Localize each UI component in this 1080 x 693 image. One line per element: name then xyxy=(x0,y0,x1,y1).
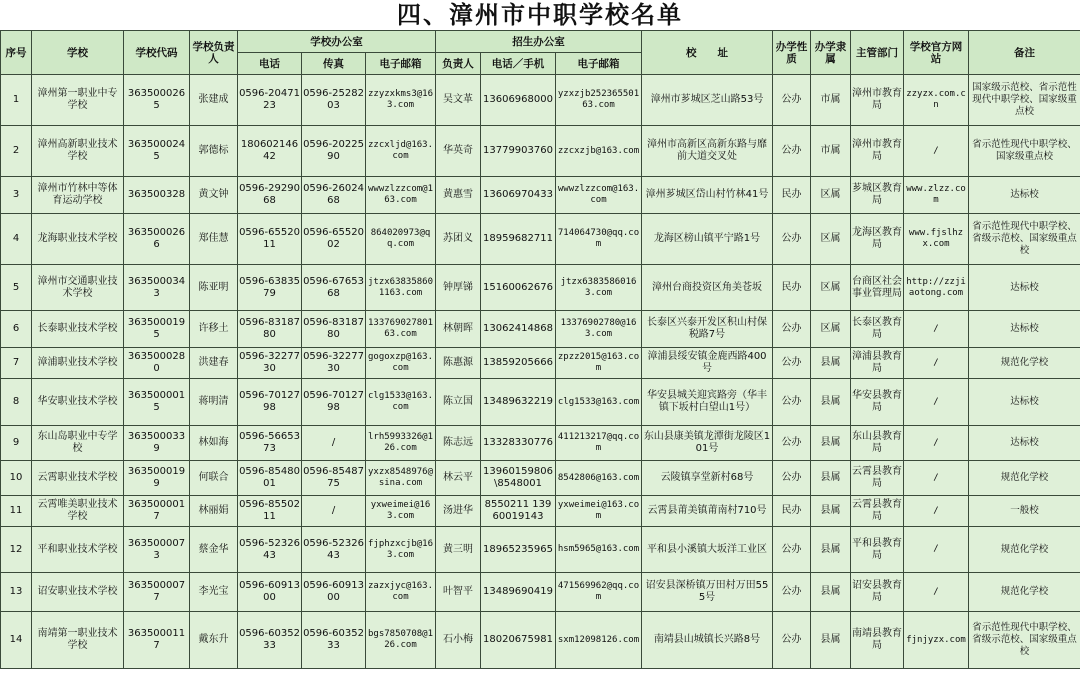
header-code: 学校代码 xyxy=(124,31,190,75)
seq-cell: 9 xyxy=(1,426,32,461)
admission-person-cell: 林朝晖 xyxy=(436,311,481,348)
affiliation-cell: 县属 xyxy=(811,573,851,612)
nature-cell: 公办 xyxy=(773,348,811,379)
website-cell: / xyxy=(904,311,969,348)
table-row xyxy=(1,311,1080,348)
remarks-cell: 一般校 xyxy=(969,496,1080,527)
school-code-cell: 3635000017 xyxy=(124,496,190,527)
office-phone-cell: 18060214642 xyxy=(238,126,302,177)
nature-cell: 民办 xyxy=(773,496,811,527)
office-email-cell: jtzx638358601163.com xyxy=(366,265,436,311)
school-name-cell: 东山岛职业中专学校 xyxy=(32,426,124,461)
remarks-cell: 规范化学校 xyxy=(969,348,1080,379)
nature-cell: 民办 xyxy=(773,177,811,214)
header-website: 学校官方网站 xyxy=(904,31,969,75)
website-cell: / xyxy=(904,348,969,379)
address-cell: 漳州市高新区高新东路与靡前大道交叉处 xyxy=(642,126,773,177)
office-fax-cell: 0596-7012798 xyxy=(302,379,366,426)
remarks-cell: 规范化学校 xyxy=(969,527,1080,573)
principal-cell: 张建成 xyxy=(190,75,238,126)
website-cell: / xyxy=(904,461,969,496)
admission-phone-cell: 13606970433 xyxy=(481,177,556,214)
website-cell: http://zzjiaotong.com xyxy=(904,265,969,311)
school-code-cell: 3635000195 xyxy=(124,311,190,348)
admission-phone-cell: 13328330776 xyxy=(481,426,556,461)
school-name-cell: 漳州第一职业中专学校 xyxy=(32,75,124,126)
admission-email-cell: hsm5965@163.com xyxy=(556,527,642,573)
header-seq: 序号 xyxy=(1,31,32,75)
school-code-cell: 3635000265 xyxy=(124,75,190,126)
school-code-cell: 3635000073 xyxy=(124,527,190,573)
authority-cell: 漳州市教育局 xyxy=(851,75,904,126)
office-fax-cell: 0596-6765368 xyxy=(302,265,366,311)
school-code-cell: 3635000339 xyxy=(124,426,190,461)
header-school: 学校 xyxy=(32,31,124,75)
affiliation-cell: 县属 xyxy=(811,461,851,496)
school-code-cell: 3635000077 xyxy=(124,573,190,612)
office-phone-cell: 0596-6552011 xyxy=(238,214,302,265)
admission-person-cell: 陈志远 xyxy=(436,426,481,461)
header-office-email: 电子邮箱 xyxy=(366,53,436,75)
address-cell: 东山县康美镇龙潭街龙陵区101号 xyxy=(642,426,773,461)
affiliation-cell: 县属 xyxy=(811,348,851,379)
office-email-cell: clg1533@163.com xyxy=(366,379,436,426)
seq-cell: 6 xyxy=(1,311,32,348)
header-adm-phone: 电话／手机 xyxy=(481,53,556,75)
admission-email-cell: jtzx63835860163.com xyxy=(556,265,642,311)
table-row xyxy=(1,126,1080,177)
school-name-cell: 漳浦职业技术学校 xyxy=(32,348,124,379)
table-row xyxy=(1,496,1080,527)
affiliation-cell: 市属 xyxy=(811,75,851,126)
office-fax-cell: 0596-3227730 xyxy=(302,348,366,379)
school-code-cell: 3635000117 xyxy=(124,612,190,669)
header-admission: 招生办公室 xyxy=(436,31,642,53)
office-phone-cell: 0596-6035233 xyxy=(238,612,302,669)
table-row xyxy=(1,379,1080,426)
nature-cell: 公办 xyxy=(773,612,811,669)
office-email-cell: zzyzxkms3@163.com xyxy=(366,75,436,126)
admission-phone-cell: 15160062676 xyxy=(481,265,556,311)
authority-cell: 漳浦县教育局 xyxy=(851,348,904,379)
school-name-cell: 云霄唯美职业技术学校 xyxy=(32,496,124,527)
school-code-cell: 363500328 xyxy=(124,177,190,214)
authority-cell: 南靖县教育局 xyxy=(851,612,904,669)
website-cell: www.fjslhzx.com xyxy=(904,214,969,265)
table-row xyxy=(1,573,1080,612)
principal-cell: 郭德标 xyxy=(190,126,238,177)
address-cell: 漳州台商投资区角美苍坂 xyxy=(642,265,773,311)
affiliation-cell: 县属 xyxy=(811,496,851,527)
nature-cell: 公办 xyxy=(773,214,811,265)
affiliation-cell: 区属 xyxy=(811,265,851,311)
admission-phone-cell: 13779903760 xyxy=(481,126,556,177)
principal-cell: 郑佳慧 xyxy=(190,214,238,265)
office-phone-cell: 0596-7012798 xyxy=(238,379,302,426)
nature-cell: 公办 xyxy=(773,573,811,612)
seq-cell: 1 xyxy=(1,75,32,126)
admission-email-cell: wwwzlzzcom@163.com xyxy=(556,177,642,214)
remarks-cell: 省示范性现代中职学校、国家级重点校 xyxy=(969,126,1080,177)
office-phone-cell: 0596-8550211 xyxy=(238,496,302,527)
admission-person-cell: 苏团义 xyxy=(436,214,481,265)
office-fax-cell: 0596-6552002 xyxy=(302,214,366,265)
admission-email-cell: 13376902780@163.com xyxy=(556,311,642,348)
address-cell: 平和县小溪镇大坂洋工业区 xyxy=(642,527,773,573)
office-email-cell: zazxjyc@163.com xyxy=(366,573,436,612)
seq-cell: 8 xyxy=(1,379,32,426)
admission-phone-cell: 13062414868 xyxy=(481,311,556,348)
table-body xyxy=(1,75,1080,669)
admission-person-cell: 黄三明 xyxy=(436,527,481,573)
admission-phone-cell: 13960159806\8548001 xyxy=(481,461,556,496)
address-cell: 云陵镇享堂新村68号 xyxy=(642,461,773,496)
website-cell: / xyxy=(904,573,969,612)
remarks-cell: 国家级示范校、省示范性现代中职学校、国家级重点校 xyxy=(969,75,1080,126)
seq-cell: 11 xyxy=(1,496,32,527)
principal-cell: 洪建春 xyxy=(190,348,238,379)
admission-email-cell: zzcxzjb@163.com xyxy=(556,126,642,177)
table-row xyxy=(1,75,1080,126)
school-code-cell: 3635000199 xyxy=(124,461,190,496)
affiliation-cell: 区属 xyxy=(811,311,851,348)
admission-email-cell: 8542806@163.com xyxy=(556,461,642,496)
nature-cell: 公办 xyxy=(773,126,811,177)
header-adm-email: 电子邮箱 xyxy=(556,53,642,75)
website-cell: / xyxy=(904,527,969,573)
office-email-cell: lrh5993326@126.com xyxy=(366,426,436,461)
principal-cell: 何联合 xyxy=(190,461,238,496)
header-office-phone: 电话 xyxy=(238,53,302,75)
table-row xyxy=(1,177,1080,214)
remarks-cell: 达标校 xyxy=(969,265,1080,311)
nature-cell: 公办 xyxy=(773,75,811,126)
seq-cell: 4 xyxy=(1,214,32,265)
office-phone-cell: 0596-2047123 xyxy=(238,75,302,126)
seq-cell: 5 xyxy=(1,265,32,311)
office-phone-cell: 0596-5232643 xyxy=(238,527,302,573)
office-fax-cell: 0596-6091300 xyxy=(302,573,366,612)
website-cell: / xyxy=(904,496,969,527)
admission-person-cell: 吴文革 xyxy=(436,75,481,126)
office-fax-cell: 0596-8318780 xyxy=(302,311,366,348)
office-email-cell: zzcxljd@163.com xyxy=(366,126,436,177)
header-nature: 办学性质 xyxy=(773,31,811,75)
table-row xyxy=(1,426,1080,461)
school-name-cell: 云霄职业技术学校 xyxy=(32,461,124,496)
office-fax-cell: / xyxy=(302,496,366,527)
admission-email-cell: zpzz2015@163.com xyxy=(556,348,642,379)
admission-email-cell: 411213217@qq.com xyxy=(556,426,642,461)
page-title: 四、漳州市中职学校名单 xyxy=(0,0,1080,30)
office-fax-cell: 0596-8548775 xyxy=(302,461,366,496)
office-email-cell: 13376902780163.com xyxy=(366,311,436,348)
school-name-cell: 漳州高新职业技术学校 xyxy=(32,126,124,177)
authority-cell: 云霄县教育局 xyxy=(851,461,904,496)
seq-cell: 10 xyxy=(1,461,32,496)
admission-phone-cell: 8550211 13960019143 xyxy=(481,496,556,527)
remarks-cell: 达标校 xyxy=(969,177,1080,214)
school-name-cell: 漳州市交通职业技术学校 xyxy=(32,265,124,311)
school-name-cell: 南靖第一职业技术学校 xyxy=(32,612,124,669)
admission-person-cell: 钟厚锑 xyxy=(436,265,481,311)
remarks-cell: 规范化学校 xyxy=(969,461,1080,496)
office-fax-cell: 0596-2528203 xyxy=(302,75,366,126)
address-cell: 漳浦县绥安镇金鹿西路400号 xyxy=(642,348,773,379)
office-phone-cell: 0596-6091300 xyxy=(238,573,302,612)
address-cell: 长泰区兴泰开发区积山村保税路7号 xyxy=(642,311,773,348)
admission-person-cell: 陈惠源 xyxy=(436,348,481,379)
office-email-cell: yxweimei@163.com xyxy=(366,496,436,527)
admission-phone-cell: 18965235965 xyxy=(481,527,556,573)
school-table xyxy=(0,30,1080,669)
admission-phone-cell: 13489632219 xyxy=(481,379,556,426)
remarks-cell: 达标校 xyxy=(969,426,1080,461)
website-cell: zzyzx.com.cn xyxy=(904,75,969,126)
table-row xyxy=(1,461,1080,496)
office-email-cell: gogoxzp@163.com xyxy=(366,348,436,379)
principal-cell: 林丽娟 xyxy=(190,496,238,527)
address-cell: 龙海区榜山镇平宁路1号 xyxy=(642,214,773,265)
office-phone-cell: 0596-8318780 xyxy=(238,311,302,348)
principal-cell: 蒋明清 xyxy=(190,379,238,426)
address-cell: 漳州芗城区岱山村竹林41号 xyxy=(642,177,773,214)
authority-cell: 漳州市教育局 xyxy=(851,126,904,177)
office-phone-cell: 0596-2929068 xyxy=(238,177,302,214)
admission-person-cell: 华英奇 xyxy=(436,126,481,177)
admission-email-cell: yzxzjb25236550163.com xyxy=(556,75,642,126)
header-authority: 主管部门 xyxy=(851,31,904,75)
office-fax-cell: 0596-6035233 xyxy=(302,612,366,669)
principal-cell: 林如海 xyxy=(190,426,238,461)
admission-phone-cell: 13859205666 xyxy=(481,348,556,379)
nature-cell: 公办 xyxy=(773,311,811,348)
office-fax-cell: 0596-2602468 xyxy=(302,177,366,214)
school-name-cell: 龙海职业技术学校 xyxy=(32,214,124,265)
header-adm-person: 负责人 xyxy=(436,53,481,75)
school-name-cell: 长泰职业技术学校 xyxy=(32,311,124,348)
authority-cell: 华安县教育局 xyxy=(851,379,904,426)
website-cell: www.zlzz.com xyxy=(904,177,969,214)
remarks-cell: 省示范性现代中职学校、省级示范校、国家级重点校 xyxy=(969,214,1080,265)
office-email-cell: 864020973@qq.com xyxy=(366,214,436,265)
principal-cell: 戴东升 xyxy=(190,612,238,669)
website-cell: fjnjyzx.com xyxy=(904,612,969,669)
affiliation-cell: 区属 xyxy=(811,177,851,214)
admission-email-cell: clg1533@163.com xyxy=(556,379,642,426)
office-fax-cell: 0596-5232643 xyxy=(302,527,366,573)
office-email-cell: wwwzlzzcom@163.com xyxy=(366,177,436,214)
school-name-cell: 漳州市竹林中等体育运动学校 xyxy=(32,177,124,214)
office-email-cell: fjphzxcjb@163.com xyxy=(366,527,436,573)
office-fax-cell: 0596-2022590 xyxy=(302,126,366,177)
authority-cell: 平和县教育局 xyxy=(851,527,904,573)
remarks-cell: 规范化学校 xyxy=(969,573,1080,612)
admission-person-cell: 汤进华 xyxy=(436,496,481,527)
affiliation-cell: 县属 xyxy=(811,612,851,669)
school-code-cell: 3635000343 xyxy=(124,265,190,311)
seq-cell: 12 xyxy=(1,527,32,573)
office-email-cell: bgs7850708@126.com xyxy=(366,612,436,669)
nature-cell: 公办 xyxy=(773,426,811,461)
school-name-cell: 华安职业技术学校 xyxy=(32,379,124,426)
office-phone-cell: 0596-3227730 xyxy=(238,348,302,379)
admission-person-cell: 黄惠雪 xyxy=(436,177,481,214)
affiliation-cell: 县属 xyxy=(811,426,851,461)
admission-phone-cell: 18020675981 xyxy=(481,612,556,669)
authority-cell: 云霄县教育局 xyxy=(851,496,904,527)
office-email-cell: yxzx8548976@sina.com xyxy=(366,461,436,496)
authority-cell: 长泰区教育局 xyxy=(851,311,904,348)
seq-cell: 7 xyxy=(1,348,32,379)
nature-cell: 民办 xyxy=(773,265,811,311)
affiliation-cell: 区属 xyxy=(811,214,851,265)
seq-cell: 14 xyxy=(1,612,32,669)
office-phone-cell: 0596-6383579 xyxy=(238,265,302,311)
school-name-cell: 诏安职业技术学校 xyxy=(32,573,124,612)
address-cell: 云霄县莆美镇莆南村710号 xyxy=(642,496,773,527)
header-affiliation: 办学隶属 xyxy=(811,31,851,75)
remarks-cell: 省示范性现代中职学校、省级示范校、国家级重点校 xyxy=(969,612,1080,669)
authority-cell: 东山县教育局 xyxy=(851,426,904,461)
nature-cell: 公办 xyxy=(773,379,811,426)
school-code-cell: 3635000245 xyxy=(124,126,190,177)
header-office: 学校办公室 xyxy=(238,31,436,53)
principal-cell: 陈亚明 xyxy=(190,265,238,311)
school-name-cell: 平和职业技术学校 xyxy=(32,527,124,573)
school-code-cell: 3635000015 xyxy=(124,379,190,426)
table-row xyxy=(1,527,1080,573)
admission-person-cell: 石小梅 xyxy=(436,612,481,669)
admission-phone-cell: 18959682711 xyxy=(481,214,556,265)
admission-person-cell: 陈立国 xyxy=(436,379,481,426)
affiliation-cell: 市属 xyxy=(811,126,851,177)
header-office-fax: 传真 xyxy=(302,53,366,75)
admission-phone-cell: 13489690419 xyxy=(481,573,556,612)
table-row xyxy=(1,348,1080,379)
office-phone-cell: 0596-5665373 xyxy=(238,426,302,461)
office-phone-cell: 0596-8548001 xyxy=(238,461,302,496)
address-cell: 华安县城关迎宾路旁（华丰镇下坂村白望山1号） xyxy=(642,379,773,426)
authority-cell: 台商区社会事业管理局 xyxy=(851,265,904,311)
header-principal: 学校负责人 xyxy=(190,31,238,75)
admission-person-cell: 叶智平 xyxy=(436,573,481,612)
header-address: 校 址 xyxy=(642,31,773,75)
seq-cell: 13 xyxy=(1,573,32,612)
header-remarks: 备注 xyxy=(969,31,1080,75)
authority-cell: 芗城区教育局 xyxy=(851,177,904,214)
seq-cell: 3 xyxy=(1,177,32,214)
seq-cell: 2 xyxy=(1,126,32,177)
website-cell: / xyxy=(904,379,969,426)
principal-cell: 许移土 xyxy=(190,311,238,348)
website-cell: / xyxy=(904,126,969,177)
address-cell: 诏安县深桥镇万田村万田555号 xyxy=(642,573,773,612)
header-row-1 xyxy=(1,31,1080,53)
authority-cell: 龙海区教育局 xyxy=(851,214,904,265)
admission-person-cell: 林云平 xyxy=(436,461,481,496)
table-row xyxy=(1,214,1080,265)
admission-phone-cell: 13606968000 xyxy=(481,75,556,126)
table-row xyxy=(1,612,1080,669)
admission-email-cell: 714064730@qq.com xyxy=(556,214,642,265)
address-cell: 漳州市芗城区芝山路53号 xyxy=(642,75,773,126)
school-code-cell: 3635000280 xyxy=(124,348,190,379)
remarks-cell: 达标校 xyxy=(969,311,1080,348)
website-cell: / xyxy=(904,426,969,461)
principal-cell: 黄文钟 xyxy=(190,177,238,214)
school-code-cell: 3635000266 xyxy=(124,214,190,265)
admission-email-cell: yxweimei@163.com xyxy=(556,496,642,527)
table-row xyxy=(1,265,1080,311)
admission-email-cell: 471569962@qq.com xyxy=(556,573,642,612)
authority-cell: 诏安县教育局 xyxy=(851,573,904,612)
admission-email-cell: sxm12098126.com xyxy=(556,612,642,669)
remarks-cell: 达标校 xyxy=(969,379,1080,426)
affiliation-cell: 县属 xyxy=(811,527,851,573)
principal-cell: 李光宝 xyxy=(190,573,238,612)
principal-cell: 蔡金华 xyxy=(190,527,238,573)
office-fax-cell: / xyxy=(302,426,366,461)
affiliation-cell: 县属 xyxy=(811,379,851,426)
nature-cell: 公办 xyxy=(773,527,811,573)
address-cell: 南靖县山城镇长兴路8号 xyxy=(642,612,773,669)
nature-cell: 公办 xyxy=(773,461,811,496)
